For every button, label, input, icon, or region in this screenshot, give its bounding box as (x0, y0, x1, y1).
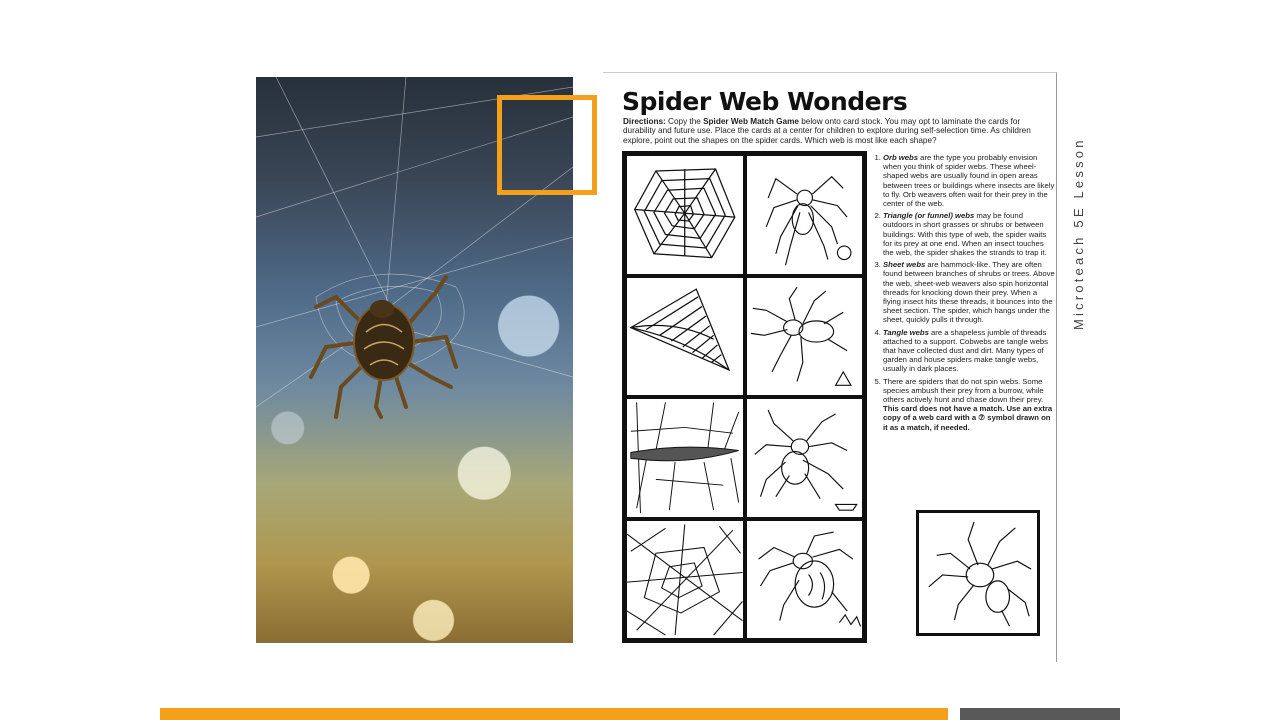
note-term: Orb webs (883, 153, 919, 162)
funnel-web-icon (627, 278, 743, 396)
match-card-grid (622, 151, 867, 643)
note-term: Sheet webs (883, 260, 926, 270)
spider-circle-icon (747, 156, 863, 274)
card-triangle-web (625, 276, 745, 398)
directions-text-1: Copy the (668, 117, 704, 126)
card-orb-web (625, 154, 745, 276)
spider-triangle-icon (747, 278, 863, 396)
sheet-web-icon (627, 399, 743, 517)
worksheet-page (603, 72, 1057, 662)
directions-text-2: below onto card stock. You may opt to laminate the cards for durability and future use. Place the cards at a center for children to explore during self-selection time. As children explore, point out the shapes on the spider cards. Which web is most like each shape? (623, 117, 1031, 145)
card-orb-spider (745, 154, 865, 276)
worksheet-directions (623, 117, 1038, 145)
note-no-web-spiders (883, 377, 1055, 432)
tangle-web-icon (627, 521, 743, 639)
card-sheet-spider (745, 397, 865, 519)
note-tangle-webs (883, 328, 1055, 374)
spider-bowl-icon (747, 399, 863, 517)
card-tangle-web (625, 519, 745, 641)
footer-bar-accent (160, 708, 948, 720)
directions-game-name: Spider Web Match Game (703, 117, 799, 126)
note-text: may be found outdoors in short grasses or shrubs or between buildings. With this type of web, the spider waits for its prey at one end. When an insect touches the web, the spider shakes the strands to trap it. (883, 211, 1047, 258)
note-text: are a shapeless jumble of threads attached to a support. Cobwebs are tangle webs that have collected dust and dirt. Many types of garden and house spiders make tangle webs, usually in dark places. (883, 327, 1048, 374)
highlight-frame (497, 95, 597, 195)
orb-web-icon (627, 156, 743, 274)
note-sheet-webs (883, 260, 1055, 324)
directions-label: Directions: (623, 117, 666, 126)
side-label: Microteach 5E Lesson (1071, 137, 1086, 330)
hunting-spider-icon (919, 513, 1037, 633)
note-text: are hammock-like. They are often found between branches of shrubs or trees. Above the web, sheet-web weavers also spin horizontal threads for knocking down their prey. When a flying insect hits these threads, it bounces into the sheet section. The spider, which hangs under the sheet, quickly pulls it through. (883, 260, 1055, 325)
worksheet-title: Spider Web Wonders (622, 87, 908, 116)
note-bold-text: This card does not have a match. Use an extra copy of a web card with a ⑦ symbol drawn on it as a match, if needed. (883, 404, 1053, 432)
note-text: There are spiders that do not spin webs. Some species ambush their prey from a burrow, while others actively hunt and chase down their prey. (883, 376, 1044, 405)
card-tangle-spider (745, 519, 865, 641)
note-term: Triangle (or funnel) webs (883, 211, 975, 221)
card-hunting-spider (916, 510, 1040, 636)
note-text: are the type you probably envision when you think of spider webs. These wheel-shaped webs are usually found in open areas between trees or buildings where insects are likely to fly. Orb weavers often wait for their prey in the center of the web. (883, 153, 1055, 209)
web-types-list (871, 153, 1055, 435)
note-orb-webs (883, 153, 1055, 208)
footer-bar-secondary (960, 708, 1120, 720)
note-triangle-webs (883, 211, 1055, 257)
note-term: Tangle webs (883, 327, 929, 337)
card-triangle-spider (745, 276, 865, 398)
card-sheet-web (625, 397, 745, 519)
spider-crown-icon (747, 521, 863, 639)
